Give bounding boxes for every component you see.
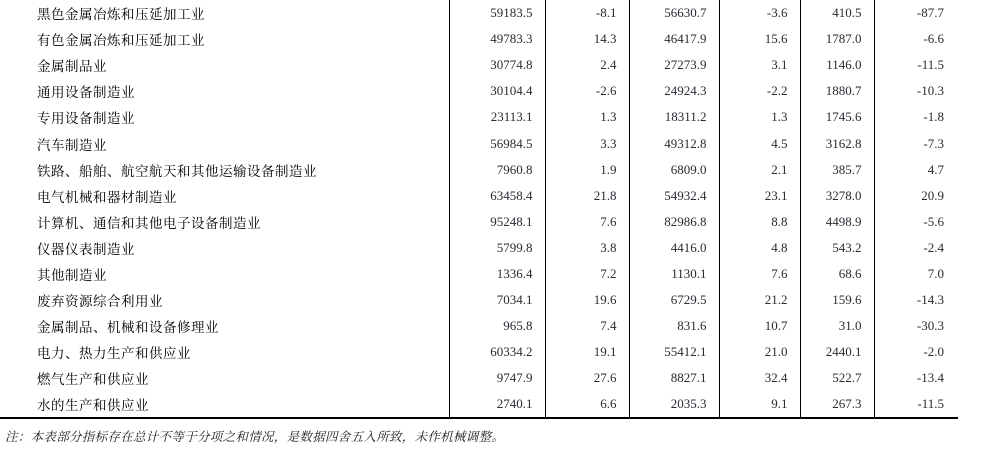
value-cell-5: 1787.0 bbox=[800, 26, 874, 52]
value-cell-6: -11.5 bbox=[874, 391, 958, 417]
value-cell-6: -2.0 bbox=[874, 339, 958, 365]
value-cell-6: -10.3 bbox=[874, 78, 958, 104]
value-cell-5: 267.3 bbox=[800, 391, 874, 417]
value-cell-6: -5.6 bbox=[874, 209, 958, 235]
value-cell-2: -8.1 bbox=[545, 0, 629, 26]
industry-name-cell: 其他制造业 bbox=[37, 267, 107, 283]
value-cell-2: 6.6 bbox=[545, 391, 629, 417]
industry-name-cell: 计算机、通信和其他电子设备制造业 bbox=[37, 215, 261, 231]
value-cell-1: 49783.3 bbox=[449, 26, 545, 52]
table-row bbox=[0, 313, 958, 339]
industry-name-cell: 金属制品业 bbox=[37, 59, 107, 75]
industry-name-cell: 有色金属冶炼和压延加工业 bbox=[37, 33, 205, 49]
table-row bbox=[0, 157, 958, 183]
value-cell-3: 56630.7 bbox=[629, 0, 719, 26]
value-cell-2: 1.3 bbox=[545, 104, 629, 130]
industry-name-cell: 仪器仪表制造业 bbox=[37, 241, 135, 257]
value-cell-3: 831.6 bbox=[629, 313, 719, 339]
industry-name-cell: 黑色金属冶炼和压延加工业 bbox=[37, 7, 205, 23]
value-cell-5: 522.7 bbox=[800, 365, 874, 391]
table-row bbox=[0, 261, 958, 287]
value-cell-1: 7034.1 bbox=[449, 287, 545, 313]
value-cell-6: -14.3 bbox=[874, 287, 958, 313]
value-cell-3: 4416.0 bbox=[629, 235, 719, 261]
table-row bbox=[0, 365, 958, 391]
value-cell-1: 59183.5 bbox=[449, 0, 545, 26]
value-cell-2: 1.9 bbox=[545, 157, 629, 183]
industry-name-cell: 水的生产和供应业 bbox=[37, 397, 149, 413]
value-cell-1: 5799.8 bbox=[449, 235, 545, 261]
value-cell-4: 4.8 bbox=[719, 235, 800, 261]
value-cell-4: 8.8 bbox=[719, 209, 800, 235]
value-cell-1: 63458.4 bbox=[449, 183, 545, 209]
value-cell-6: -6.6 bbox=[874, 26, 958, 52]
value-cell-5: 1745.6 bbox=[800, 104, 874, 130]
value-cell-2: 7.6 bbox=[545, 209, 629, 235]
value-cell-6: -13.4 bbox=[874, 365, 958, 391]
value-cell-6: 20.9 bbox=[874, 183, 958, 209]
value-cell-1: 9747.9 bbox=[449, 365, 545, 391]
value-cell-1: 965.8 bbox=[449, 313, 545, 339]
value-cell-4: 2.1 bbox=[719, 157, 800, 183]
value-cell-1: 30774.8 bbox=[449, 52, 545, 78]
industry-name-cell: 铁路、船舶、航空航天和其他运输设备制造业 bbox=[37, 163, 317, 179]
value-cell-2: 19.1 bbox=[545, 339, 629, 365]
value-cell-1: 56984.5 bbox=[449, 130, 545, 156]
industry-name-cell: 专用设备制造业 bbox=[37, 111, 135, 127]
value-cell-1: 60334.2 bbox=[449, 339, 545, 365]
value-cell-1: 30104.4 bbox=[449, 78, 545, 104]
value-cell-4: 1.3 bbox=[719, 104, 800, 130]
value-cell-3: 6729.5 bbox=[629, 287, 719, 313]
value-cell-3: 54932.4 bbox=[629, 183, 719, 209]
value-cell-1: 2740.1 bbox=[449, 391, 545, 417]
industry-name-cell: 通用设备制造业 bbox=[37, 85, 135, 101]
value-cell-2: 7.2 bbox=[545, 261, 629, 287]
table-row bbox=[0, 52, 958, 78]
value-cell-3: 8827.1 bbox=[629, 365, 719, 391]
value-cell-5: 1880.7 bbox=[800, 78, 874, 104]
value-cell-5: 68.6 bbox=[800, 261, 874, 287]
value-cell-1: 7960.8 bbox=[449, 157, 545, 183]
table-row bbox=[0, 78, 958, 104]
value-cell-3: 2035.3 bbox=[629, 391, 719, 417]
value-cell-5: 410.5 bbox=[800, 0, 874, 26]
table-row bbox=[0, 183, 958, 209]
value-cell-2: 19.6 bbox=[545, 287, 629, 313]
value-cell-3: 1130.1 bbox=[629, 261, 719, 287]
value-cell-3: 18311.2 bbox=[629, 104, 719, 130]
table-row bbox=[0, 209, 958, 235]
value-cell-2: -2.6 bbox=[545, 78, 629, 104]
value-cell-3: 24924.3 bbox=[629, 78, 719, 104]
table-row bbox=[0, 26, 958, 52]
value-cell-5: 385.7 bbox=[800, 157, 874, 183]
value-cell-3: 27273.9 bbox=[629, 52, 719, 78]
industry-name-cell: 电力、热力生产和供应业 bbox=[37, 346, 191, 362]
value-cell-6: 7.0 bbox=[874, 261, 958, 287]
value-cell-4: 15.6 bbox=[719, 26, 800, 52]
value-cell-4: -3.6 bbox=[719, 0, 800, 26]
value-cell-3: 49312.8 bbox=[629, 130, 719, 156]
value-cell-2: 27.6 bbox=[545, 365, 629, 391]
value-cell-4: -2.2 bbox=[719, 78, 800, 104]
value-cell-6: -1.8 bbox=[874, 104, 958, 130]
value-cell-4: 32.4 bbox=[719, 365, 800, 391]
value-cell-5: 3162.8 bbox=[800, 130, 874, 156]
table-row bbox=[0, 104, 958, 130]
value-cell-2: 21.8 bbox=[545, 183, 629, 209]
value-cell-5: 2440.1 bbox=[800, 339, 874, 365]
value-cell-5: 159.6 bbox=[800, 287, 874, 313]
industry-name-cell: 燃气生产和供应业 bbox=[37, 372, 149, 388]
value-cell-6: -87.7 bbox=[874, 0, 958, 26]
value-cell-2: 3.3 bbox=[545, 130, 629, 156]
value-cell-6: -11.5 bbox=[874, 52, 958, 78]
value-cell-6: -30.3 bbox=[874, 313, 958, 339]
value-cell-5: 4498.9 bbox=[800, 209, 874, 235]
value-cell-6: -2.4 bbox=[874, 235, 958, 261]
industry-name-cell: 废弃资源综合利用业 bbox=[37, 294, 163, 310]
value-cell-4: 3.1 bbox=[719, 52, 800, 78]
value-cell-4: 4.5 bbox=[719, 130, 800, 156]
value-cell-3: 55412.1 bbox=[629, 339, 719, 365]
value-cell-4: 23.1 bbox=[719, 183, 800, 209]
table-row bbox=[0, 391, 958, 417]
value-cell-4: 7.6 bbox=[719, 261, 800, 287]
value-cell-2: 3.8 bbox=[545, 235, 629, 261]
industry-name-cell: 电气机械和器材制造业 bbox=[37, 189, 177, 205]
table-row bbox=[0, 0, 958, 26]
table-row bbox=[0, 130, 958, 156]
value-cell-4: 9.1 bbox=[719, 391, 800, 417]
value-cell-2: 14.3 bbox=[545, 26, 629, 52]
table-row bbox=[0, 339, 958, 365]
value-cell-3: 6809.0 bbox=[629, 157, 719, 183]
industry-name-cell: 汽车制造业 bbox=[37, 137, 107, 153]
industry-name-cell: 金属制品、机械和设备修理业 bbox=[37, 320, 219, 336]
value-cell-4: 21.0 bbox=[719, 339, 800, 365]
value-cell-5: 543.2 bbox=[800, 235, 874, 261]
value-cell-1: 1336.4 bbox=[449, 261, 545, 287]
table-row bbox=[0, 287, 958, 313]
value-cell-4: 21.2 bbox=[719, 287, 800, 313]
value-cell-1: 95248.1 bbox=[449, 209, 545, 235]
value-cell-3: 46417.9 bbox=[629, 26, 719, 52]
value-cell-2: 7.4 bbox=[545, 313, 629, 339]
value-cell-3: 82986.8 bbox=[629, 209, 719, 235]
value-cell-5: 3278.0 bbox=[800, 183, 874, 209]
table-footnote: 注：本表部分指标存在总计不等于分项之和情况，是数据四舍五入所致，未作机械调整。 bbox=[5, 430, 505, 444]
value-cell-6: 4.7 bbox=[874, 157, 958, 183]
value-cell-1: 23113.1 bbox=[449, 104, 545, 130]
value-cell-4: 10.7 bbox=[719, 313, 800, 339]
value-cell-6: -7.3 bbox=[874, 130, 958, 156]
value-cell-2: 2.4 bbox=[545, 52, 629, 78]
table-row bbox=[0, 235, 958, 261]
value-cell-5: 31.0 bbox=[800, 313, 874, 339]
value-cell-5: 1146.0 bbox=[800, 52, 874, 78]
